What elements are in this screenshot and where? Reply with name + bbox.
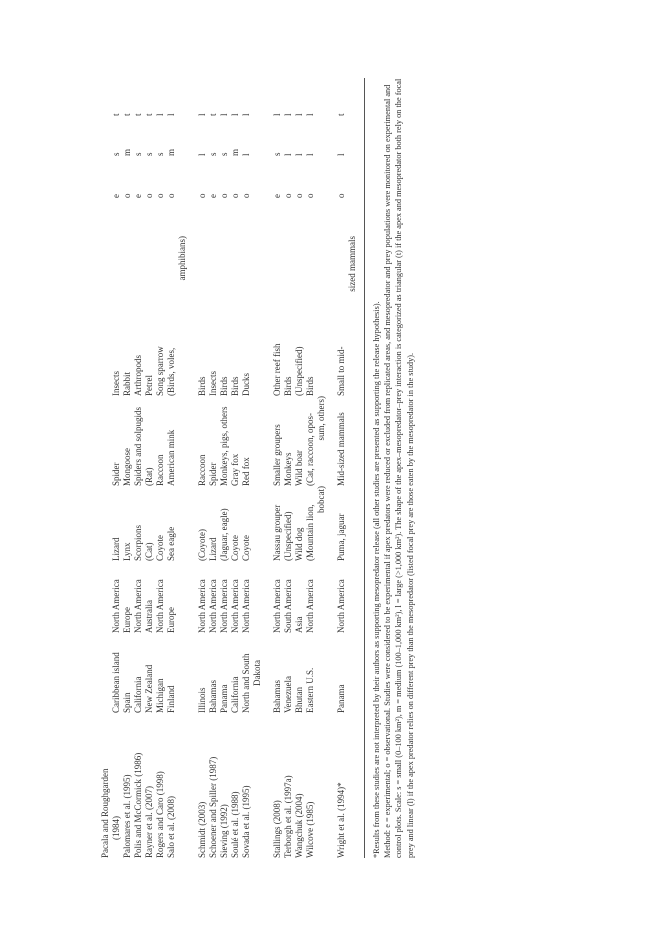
table-row [283,78,294,858]
prey-cell [100,236,111,396]
location-cell: California [230,676,240,713]
table-row [197,78,208,858]
method-cell: o [283,193,293,198]
location-cell: Bhutan [294,687,304,713]
study-cell: Wright et al. (1994)* [336,782,346,858]
table-row [347,78,358,858]
location-cell [347,633,358,713]
method-cell: o [336,193,346,198]
column-spacer [252,198,263,236]
method-cell: o [144,193,154,198]
shape-cell: t [144,113,154,116]
shape-cell [316,78,327,116]
apex-predator-cell: Coyote [230,535,240,561]
apex-predator-cell: (Mountain lion, [305,504,315,561]
location-cell [316,633,327,713]
shape-cell: l [155,113,165,116]
column-spacer [347,198,358,236]
method-cell: o [305,193,315,198]
column-spacer [208,198,219,236]
column-spacer [197,198,208,236]
continent-cell [316,561,327,633]
apex-predator-cell: (Jaguar, eagle) [219,508,229,561]
study-cell: Salo et al. (2008) [166,796,176,858]
location-cell: Illinois [197,687,207,713]
location-cell [177,633,188,713]
method-cell: o [122,193,132,198]
rotated-table-page [100,78,530,858]
location-cell: Spain [122,692,132,713]
location-cell: Finland [166,685,176,713]
mesopredator-cell: Gray fox [230,453,240,486]
continent-cell: Asia [294,616,304,633]
scale-cell [177,116,188,156]
column-spacer [177,198,188,236]
mesopredator-cell: Spider [111,462,121,486]
mesopredator-cell: Spider [208,462,218,486]
method-cell [316,156,327,198]
footnote-rule [364,78,365,858]
study-cell: Stallings (2008) [272,800,282,858]
scale-cell [316,116,327,156]
continent-cell: North America [305,579,315,633]
shape-cell: l [283,113,293,116]
continent-cell [100,561,111,633]
shape-cell: t [336,113,346,116]
continent-cell [177,561,188,633]
study-cell: Pacala and Roughgarden [100,768,110,858]
study-cell [316,713,327,858]
table-row [252,78,263,858]
location-cell: Michigan [155,678,165,713]
method-cell [347,156,358,198]
apex-predator-cell: Wild dog [294,527,304,561]
scale-cell: l [336,153,346,156]
prey-cell: Small to mid- [336,346,346,396]
study-cell: Soulé et al. (1988) [230,791,240,858]
method-cell: o [230,193,240,198]
location-cell: Bahamas [208,680,218,713]
apex-predator-cell [100,486,111,561]
apex-predator-cell: Lizard [111,537,121,561]
apex-predator-cell: Lynx [122,542,132,561]
group-spacer [263,78,272,858]
scale-cell: l [305,153,315,156]
location-cell [100,633,111,713]
mesopredator-cell: Smaller groupers [272,424,282,486]
apex-predator-cell: (Coyote) [197,529,207,561]
column-spacer [305,198,316,236]
continent-cell: North America [336,579,346,633]
shape-cell: l [305,113,315,116]
mesopredator-cell [347,396,358,486]
prey-cell: amphibians) [177,236,187,281]
apex-predator-cell [347,486,358,561]
study-cell: Sovada et al. (1995) [241,785,251,858]
prey-cell: sized mammals [347,236,357,292]
prey-cell: Insects [111,371,121,396]
study-cell: (1984) [111,816,121,840]
study-cell [347,713,358,858]
shape-cell: l [241,113,251,116]
table-row [294,78,305,858]
mesopredator-cell [177,396,188,486]
spacer-cell [327,78,336,858]
table-row [144,78,155,858]
location-cell: Caribbean island [111,652,121,713]
continent-cell: North America [111,579,121,633]
method-cell [177,156,188,198]
scale-cell: s [272,152,282,156]
continent-cell [252,561,263,633]
scale-cell: l [294,153,304,156]
scale-cell: m [230,148,240,156]
prey-cell: Rabbit [122,372,132,396]
continent-cell: North America [272,579,282,633]
column-spacer [283,198,294,236]
column-spacer [133,198,144,236]
mesopredator-cell: Monkeys, pigs, others [219,406,229,486]
column-spacer [316,198,327,236]
spacer-cell [188,78,197,858]
location-cell: Panama [219,684,229,713]
prey-cell: Birds [305,376,315,396]
study-cell [252,713,263,858]
shape-cell: l [197,113,207,116]
scale-cell: s [219,152,229,156]
method-cell: e [272,194,282,198]
method-cell [100,156,111,198]
column-spacer [122,198,133,236]
table-row [230,78,241,858]
table-row [122,78,133,858]
column-spacer [294,198,305,236]
apex-predator-cell: Puma, jaguar [336,513,346,561]
scale-cell: m [166,148,176,156]
footnotes [371,78,416,858]
method-cell: e [111,194,121,198]
location-cell: Panama [336,684,346,713]
shape-cell: l [219,113,229,116]
continent-cell: Europe [166,607,176,633]
shape-cell: l [166,113,176,116]
apex-predator-cell: Scorpions [133,525,143,561]
table-row [272,78,283,858]
table-body [100,78,358,858]
table-row [133,78,144,858]
table-row [305,78,316,858]
method-cell: o [219,193,229,198]
scale-cell: s [133,152,143,156]
column-spacer [241,198,252,236]
prey-cell: Insects [208,371,218,396]
table-row [155,78,166,858]
shape-cell: t [122,113,132,116]
footnote-method: Method: e = experimental; o = observational. Studies were considered to be experimental if apex predators were reduced or excluded from replicated areas, and mesopredator and prey populations were monitored on experimental and control plots. Scale: s = small (0–100 km²), m = medium (100–1,000 km²), l = large (>1,000 km²). The shape of the apex–mesopredator–prey interaction is categorized as triangular (t) if the apex and mesopredator both rely on the focal prey and linear (l) if the apex predator relies on different prey than the mesopredator (listed focal prey are those eaten by the mesopredator in the study). [383,78,415,858]
mesopredator-cell: (Cat, raccoon, opos- [305,413,315,486]
shape-cell [252,78,263,116]
apex-predator-cell: Coyote [155,535,165,561]
location-cell: New Zealand [144,664,154,713]
study-cell [177,713,188,858]
shape-cell: l [272,113,282,116]
location-cell: Dakota [252,660,262,686]
apex-predator-cell: Coyote [241,535,251,561]
mesopredator-cell: Wild boar [294,450,304,486]
shape-cell: l [294,113,304,116]
scale-cell: l [197,153,207,156]
study-cell: Wilcove (1985) [305,801,315,858]
continent-cell: North America [155,579,165,633]
apex-predator-cell [252,486,263,561]
continent-cell: North America [219,579,229,633]
apex-predator-cell: (Cat) [144,542,154,561]
group-spacer [327,78,336,858]
study-cell: Schmidt (2003) [197,801,207,858]
method-cell: e [208,194,218,198]
location-cell: Venezuela [283,676,293,713]
table-row [100,78,111,858]
prey-cell [316,236,327,396]
prey-cell: (Birds, voles, [166,347,176,396]
mesopredator-cell: (Rat) [144,467,154,486]
prey-cell: Birds [283,376,293,396]
prey-cell: Petrel [144,375,154,396]
prey-cell: Birds [219,376,229,396]
scale-cell: s [208,152,218,156]
table-row [316,78,327,858]
continent-cell: North America [197,579,207,633]
mesopredator-cell: American mink [166,429,176,486]
table-row [336,78,347,858]
prey-cell: Birds [197,376,207,396]
mesopredator-cell: Raccoon [197,454,207,486]
method-cell: o [155,193,165,198]
apex-predator-cell: Lizard [208,537,218,561]
study-cell: Wangchuk (2004) [294,793,304,858]
footnote-results: *Results from these studies are not interpreted by their authors as supporting mesopredator release (all other studies are presented as supporting the release hypothesis). [372,301,381,858]
continent-cell [347,561,358,633]
continent-cell: North America [241,579,251,633]
method-cell: e [133,194,143,198]
method-cell: o [166,193,176,198]
study-cell: Polis and McCormick (1986) [133,752,143,858]
column-spacer [230,198,241,236]
scale-cell: l [241,153,251,156]
location-cell: North and South [241,653,251,713]
column-spacer [111,198,122,236]
study-cell: Rogers and Caro (1998) [155,771,165,858]
mesopredator-cell: sum, others) [316,396,326,441]
scale-cell: l [283,153,293,156]
studies-table [100,78,358,858]
mesopredator-cell: Monkeys [283,452,293,486]
mesopredator-cell: Mid-sized mammals [336,412,346,486]
study-cell: Sieving (1992) [219,804,229,858]
shape-cell [347,78,358,116]
scale-cell: s [155,152,165,156]
shape-cell: t [208,113,218,116]
column-spacer [336,198,347,236]
prey-cell: Arthropods [133,355,143,396]
mesopredator-cell: Red fox [241,457,251,486]
method-cell: o [241,193,251,198]
group-spacer [188,78,197,858]
table-row [111,78,122,858]
scale-cell [347,116,358,156]
shape-cell [100,78,111,116]
study-cell: Schoener and Spiller (1987) [208,756,218,858]
prey-cell: Birds [230,376,240,396]
continent-cell: Europe [122,607,132,633]
column-spacer [144,198,155,236]
mesopredator-cell: Raccoon [155,454,165,486]
scale-cell: m [122,148,132,156]
column-spacer [100,198,111,236]
column-spacer [155,198,166,236]
scale-cell: s [111,152,121,156]
prey-cell: Song sparrow [155,346,165,396]
apex-predator-cell: bobcat) [316,486,326,513]
spacer-cell [263,78,272,858]
location-cell: Eastern U.S. [305,667,315,713]
location-cell: Bahamas [272,680,282,713]
study-cell: Terborgh et al. (1997a) [283,775,293,858]
column-spacer [166,198,177,236]
scale-cell [252,116,263,156]
scale-cell: s [144,152,154,156]
apex-predator-cell: Nassau grouper [272,504,282,561]
mesopredator-cell [100,396,111,486]
shape-cell: t [133,113,143,116]
shape-cell: t [111,113,121,116]
method-cell: o [294,193,304,198]
prey-cell: (Unspecified) [294,346,304,396]
column-spacer [272,198,283,236]
table-row [241,78,252,858]
apex-predator-cell: Sea eagle [166,526,176,561]
continent-cell: Australia [144,600,154,633]
continent-cell: North America [230,579,240,633]
location-cell: California [133,676,143,713]
prey-cell: Other reef fish [272,343,282,396]
continent-cell: North America [208,579,218,633]
table-row [177,78,188,858]
shape-cell: l [230,113,240,116]
continent-cell: South America [283,579,293,633]
mesopredator-cell: Mongoose [122,448,132,486]
scale-cell [100,116,111,156]
prey-cell: Ducks [241,373,251,396]
apex-predator-cell: (Unspecified) [283,511,293,561]
table-row [166,78,177,858]
method-cell: o [197,193,207,198]
mesopredator-cell [252,396,263,486]
shape-cell [177,78,188,116]
apex-predator-cell [177,486,188,561]
method-cell [252,156,263,198]
table-row [219,78,230,858]
table-row [208,78,219,858]
study-cell: Palomares et al. (1995) [122,774,132,858]
prey-cell [252,236,263,396]
continent-cell: North America [133,579,143,633]
study-cell: Rayner et al. (2007) [144,786,154,858]
column-spacer [219,198,230,236]
mesopredator-cell: Spiders and solpugids [133,406,143,486]
